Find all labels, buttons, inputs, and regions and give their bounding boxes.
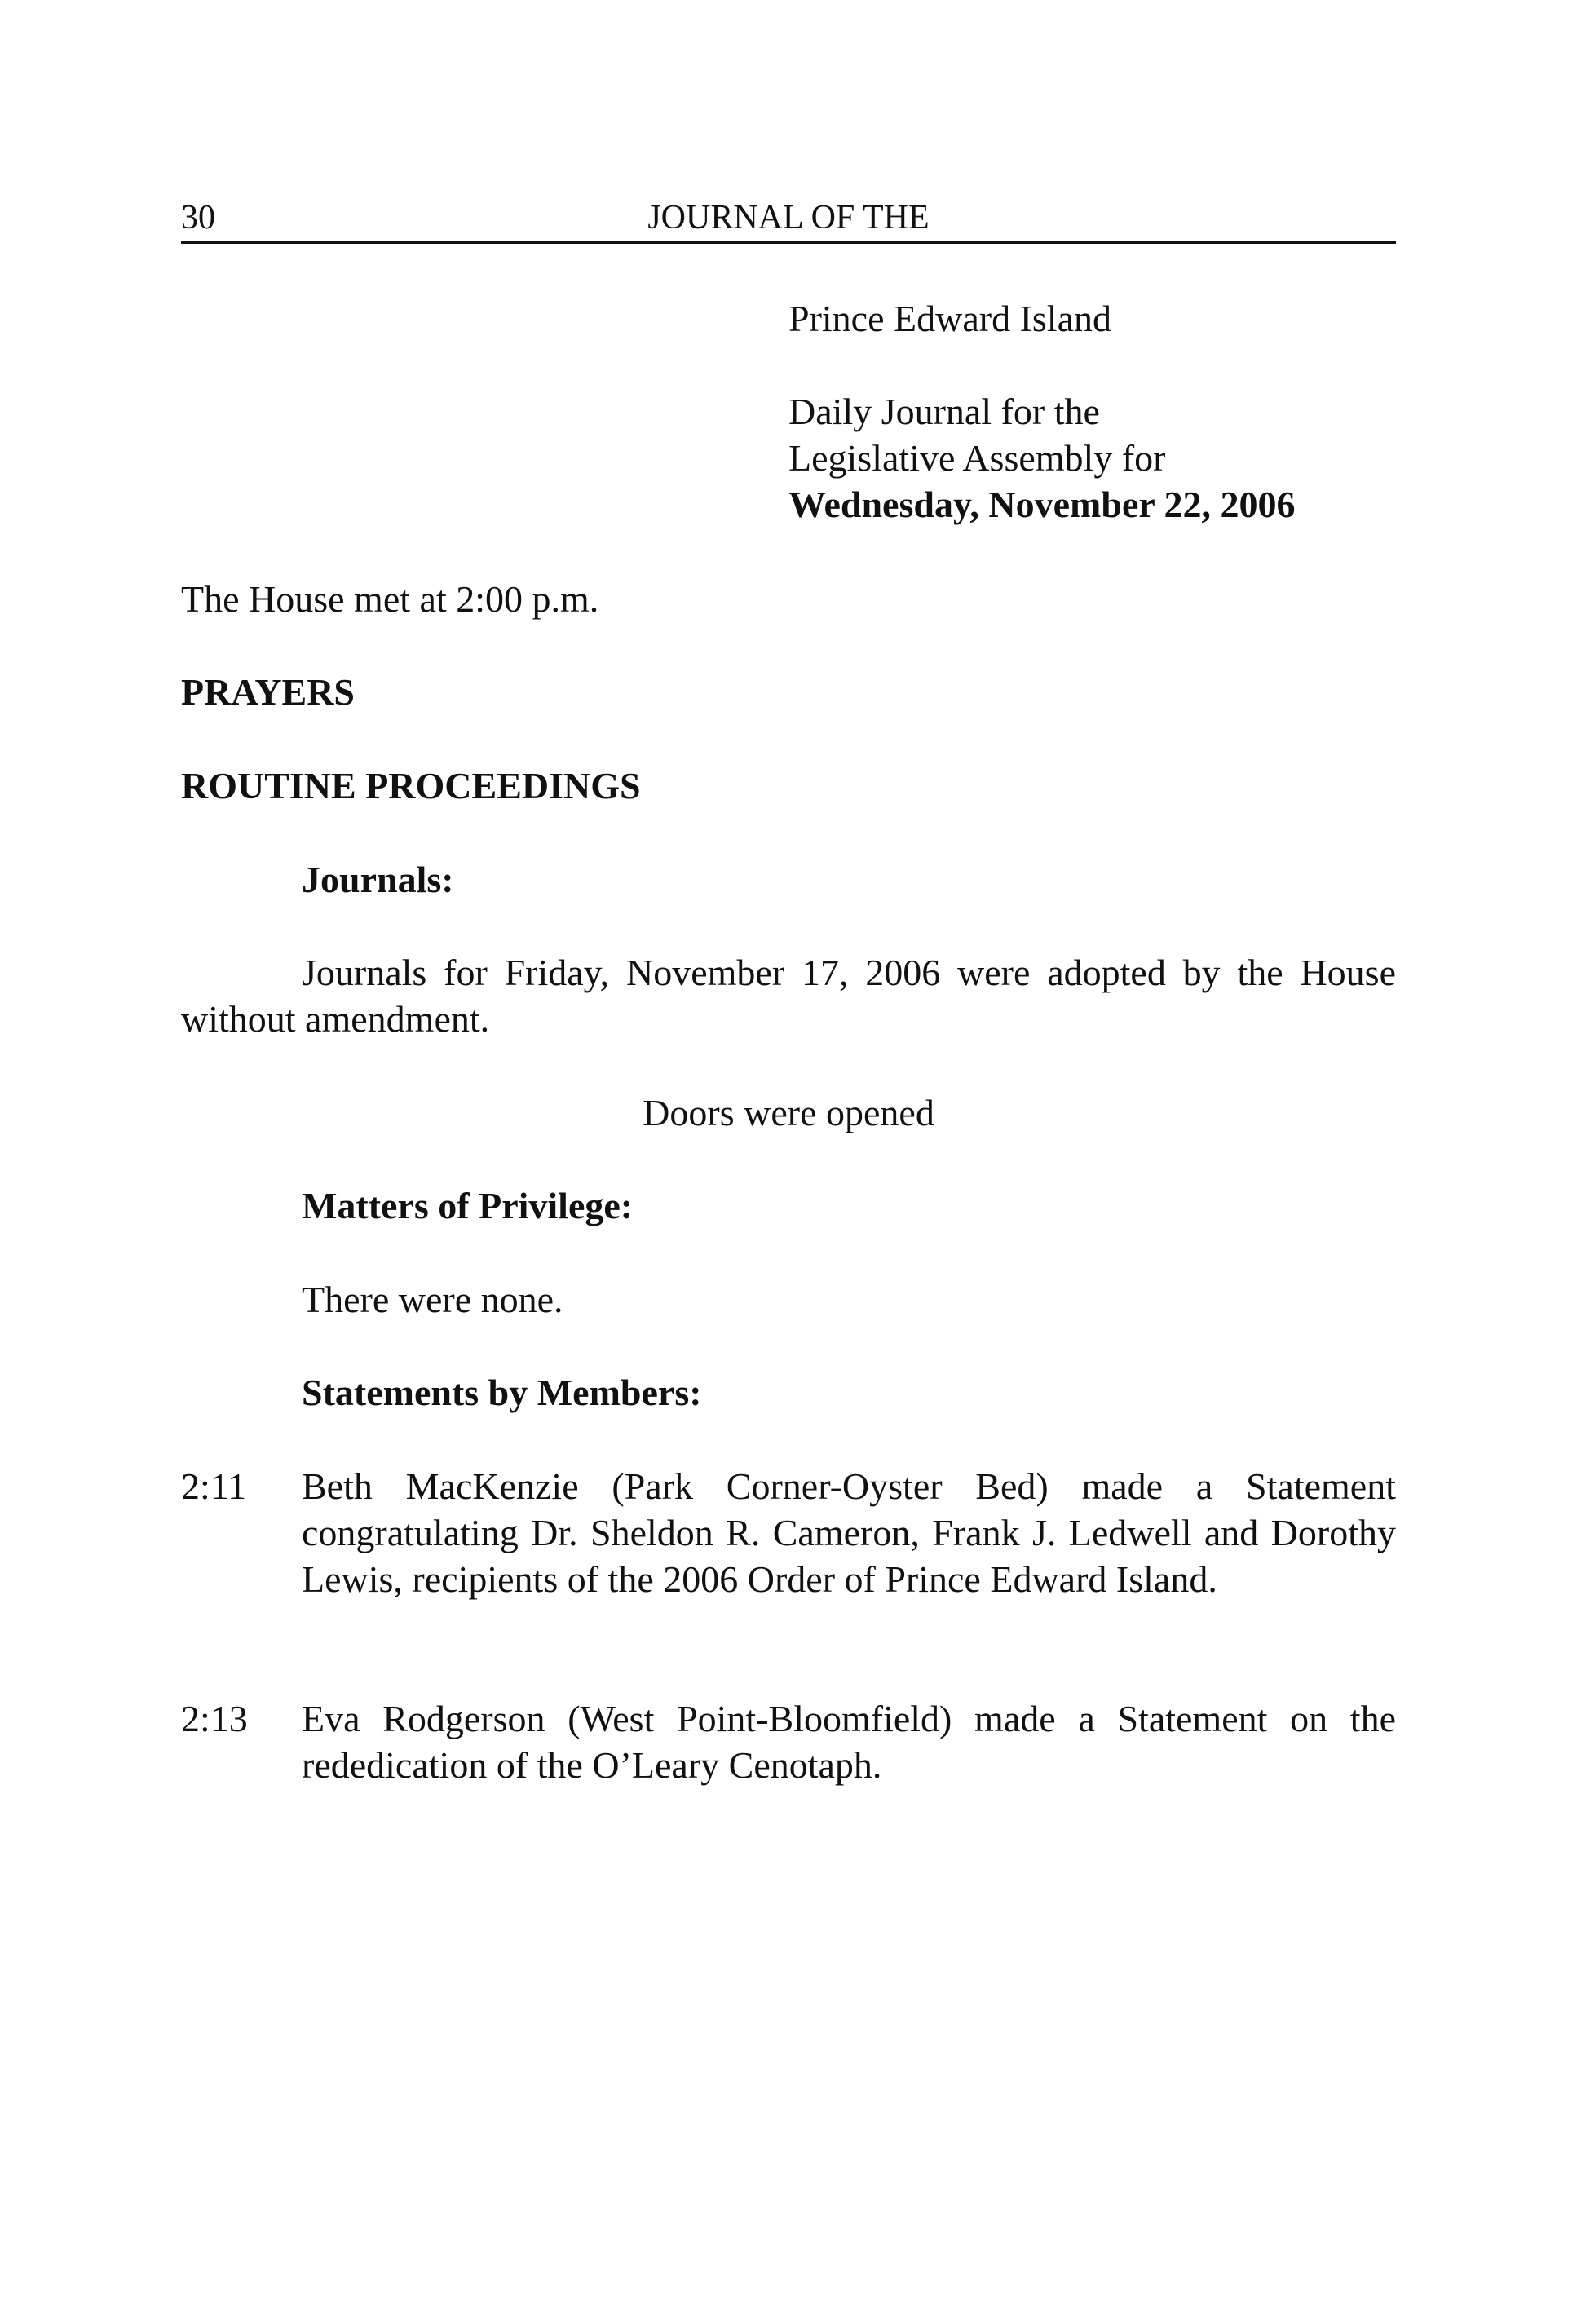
privilege-heading: Matters of Privilege: — [302, 1185, 634, 1226]
journals-paragraph: Journals for Friday, November 17, 2006 were adopted by the House without amendment. — [181, 952, 1396, 1040]
doors-opened-text: Doors were opened — [643, 1092, 934, 1133]
title-line-1: Daily Journal for the — [788, 391, 1100, 432]
statement-time: 2:11 — [181, 1465, 247, 1507]
running-head: JOURNAL OF THE — [647, 199, 930, 236]
title-line-2: Legislative Assembly for — [788, 437, 1166, 479]
privilege-text: There were none. — [302, 1279, 563, 1320]
statements-heading: Statements by Members: — [302, 1372, 702, 1413]
title-block — [788, 295, 1295, 528]
province-name: Prince Edward Island — [788, 298, 1111, 339]
prayers-heading: PRAYERS — [181, 671, 356, 713]
routine-proceedings-heading: ROUTINE PROCEEDINGS — [181, 765, 641, 806]
statement-text: Eva Rodgerson (West Point-Bloomfield) made a Statement on the rededication of the O’Leary Cenotaph. — [302, 1698, 1396, 1786]
statement-entry — [181, 1463, 1396, 1602]
session-date: Wednesday, November 22, 2006 — [788, 484, 1296, 525]
house-met-text: The House met at 2:00 p.m. — [181, 578, 599, 620]
page-number: 30 — [181, 199, 215, 236]
page-header — [181, 201, 1396, 244]
statement-text: Beth MacKenzie (Park Corner-Oyster Bed) made a Statement congratulating Dr. Sheldon R. Cameron, Frank J. Ledwell and Dorothy Lewis, recipients of the 2006 Order of Prince Edward Island. — [302, 1465, 1396, 1600]
statement-entry — [181, 1695, 1396, 1788]
journals-heading: Journals: — [302, 859, 454, 900]
statement-time: 2:13 — [181, 1698, 248, 1739]
